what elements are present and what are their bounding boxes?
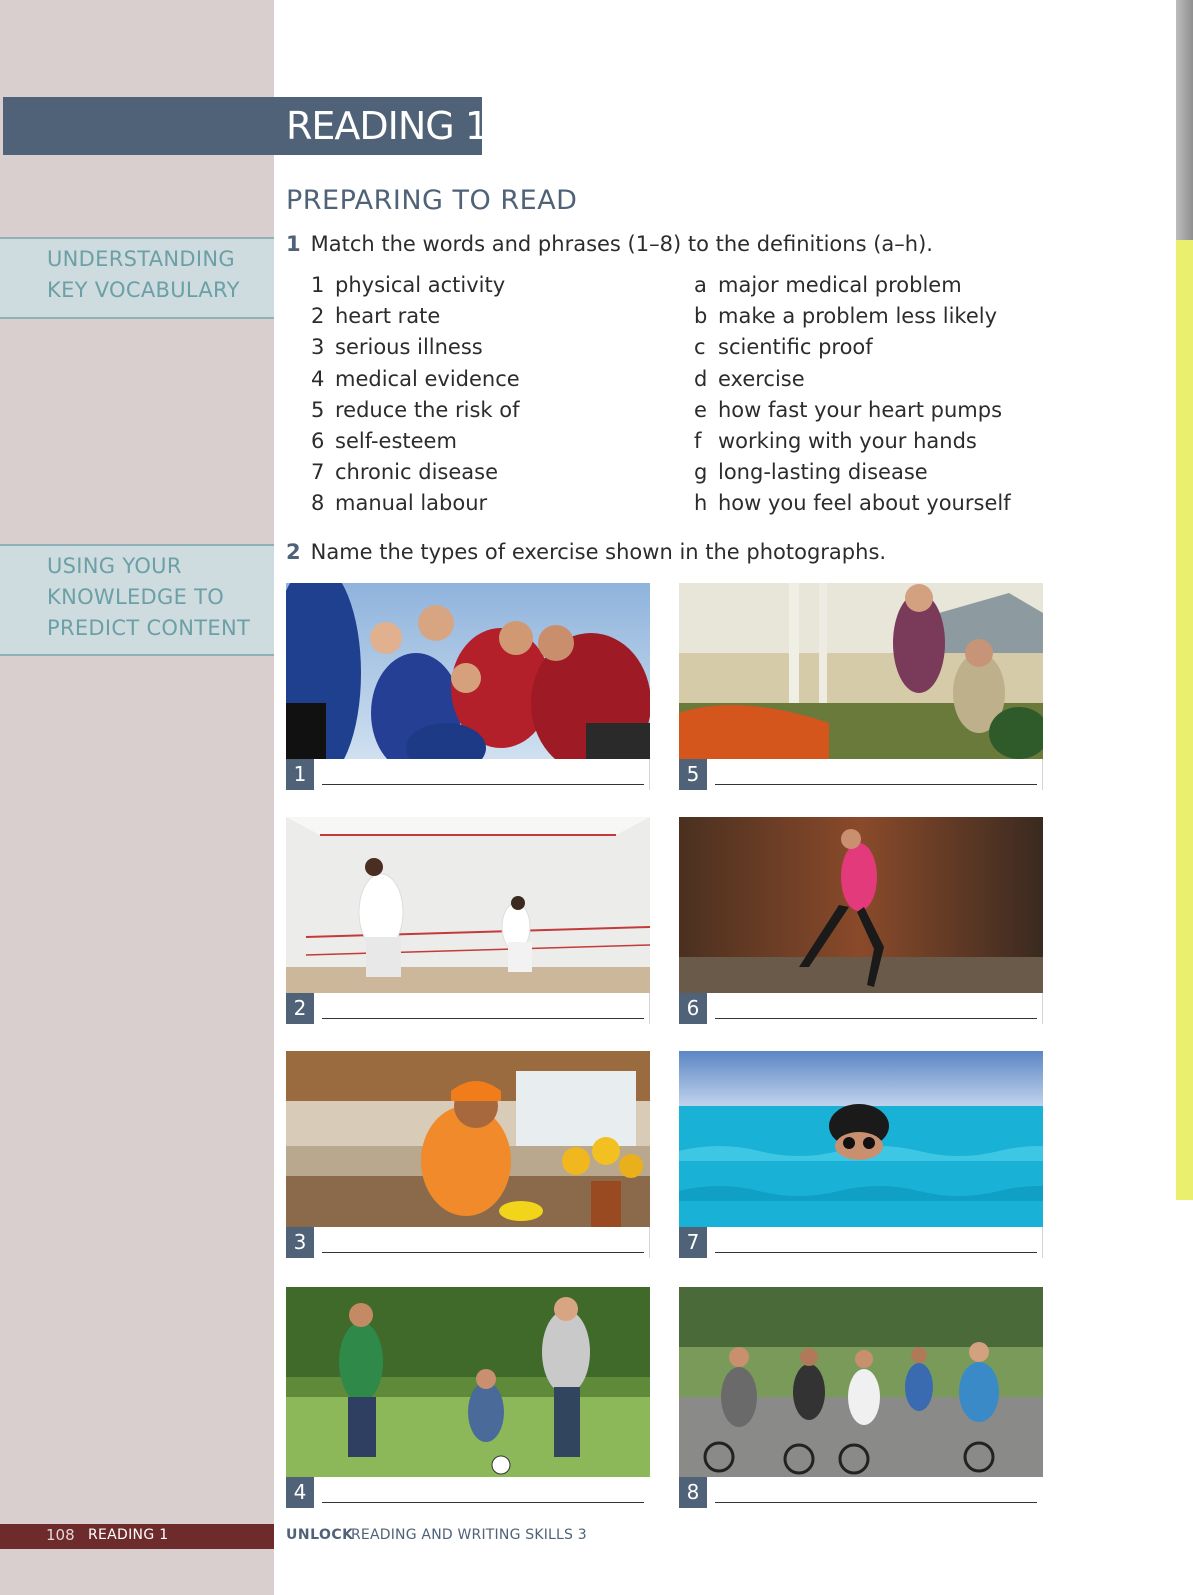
instruction-text: Name the types of exercise shown in the photographs. (310, 540, 887, 564)
answer-line[interactable] (322, 1018, 644, 1019)
answer-line[interactable] (715, 784, 1037, 785)
photo-number: 1 (286, 759, 314, 790)
item-text: manual labour (335, 491, 488, 516)
footer-course-title: READING AND WRITING SKILLS 3 (351, 1527, 587, 1543)
exercise-2-instruction (286, 540, 886, 564)
item-key: c (694, 335, 706, 360)
item-key: 4 (311, 366, 325, 391)
item-key: f (694, 429, 702, 454)
page-edge-tab-gray (1176, 0, 1193, 240)
list-item (694, 457, 1011, 488)
running-photo (679, 817, 1043, 993)
list-item (311, 457, 520, 488)
word-list (311, 270, 520, 520)
sidebar-label-line: KEY VOCABULARY (47, 278, 240, 302)
sidebar-box-predict-content (0, 544, 274, 656)
sidebar-label-line: KNOWLEDGE TO (47, 585, 225, 609)
rugby-photo (286, 583, 650, 759)
photo-card (286, 1287, 650, 1504)
item-text: make a problem less likely (718, 304, 998, 329)
item-text: serious illness (335, 335, 483, 360)
list-item (694, 332, 1011, 363)
item-key: a (694, 273, 707, 297)
item-key: 2 (311, 304, 325, 329)
item-key: b (694, 304, 708, 329)
item-key: 3 (311, 335, 325, 360)
sidebar-label-line: UNDERSTANDING (47, 247, 235, 271)
answer-line[interactable] (322, 1252, 644, 1253)
photo-card (679, 817, 1043, 1024)
list-item (694, 488, 1011, 519)
item-text: how you feel about yourself (718, 491, 1011, 516)
item-text: major medical problem (718, 273, 962, 297)
photo-card (286, 583, 650, 790)
item-text: physical activity (335, 273, 506, 297)
item-text: scientific proof (718, 335, 873, 360)
photo-card (286, 1051, 650, 1258)
photo-card (679, 1287, 1043, 1504)
card-edge (649, 759, 650, 790)
item-text: long-lasting disease (718, 460, 928, 485)
exercise-number: 1 (286, 232, 301, 256)
answer-line[interactable] (715, 1252, 1037, 1253)
list-item (694, 270, 1011, 301)
answer-line[interactable] (715, 1502, 1037, 1503)
item-key: 8 (311, 491, 325, 516)
item-key: 1 (311, 273, 325, 297)
item-text: self-esteem (335, 429, 457, 454)
card-edge (1042, 993, 1043, 1024)
card-edge (1042, 759, 1043, 790)
exercise-number: 2 (286, 540, 301, 564)
photo-number: 5 (679, 759, 707, 790)
photo-number: 7 (679, 1227, 707, 1258)
answer-line[interactable] (322, 784, 644, 785)
photo-number: 2 (286, 993, 314, 1024)
cleaning-photo (286, 1051, 650, 1227)
list-item (311, 301, 520, 332)
list-item (311, 332, 520, 363)
item-key: e (694, 397, 707, 422)
list-item (694, 395, 1011, 426)
footer-brand-logo: UNLOCK (286, 1527, 354, 1543)
card-edge (649, 993, 650, 1024)
item-text: reduce the risk of (335, 397, 520, 422)
item-text: heart rate (335, 304, 441, 329)
exercise-1-instruction (286, 232, 933, 256)
list-item (311, 488, 520, 519)
page-title: READING 1 (286, 104, 489, 148)
list-item (694, 301, 1011, 332)
cycling-photo (679, 1287, 1043, 1477)
item-key: h (694, 491, 708, 516)
item-text: medical evidence (335, 366, 520, 391)
card-edge (649, 1227, 650, 1258)
photo-number: 6 (679, 993, 707, 1024)
football-photo (286, 1287, 650, 1477)
item-text: exercise (718, 366, 805, 391)
gardening-photo (679, 583, 1043, 759)
item-text: chronic disease (335, 460, 498, 485)
item-text: working with your hands (718, 429, 977, 454)
item-key: g (694, 460, 708, 485)
item-text: how fast your heart pumps (718, 397, 1003, 422)
list-item (311, 426, 520, 457)
sidebar-label-line: PREDICT CONTENT (47, 616, 251, 640)
instruction-text: Match the words and phrases (1–8) to the definitions (a–h). (310, 232, 933, 256)
item-key: 5 (311, 397, 325, 422)
list-item (694, 364, 1011, 395)
photo-number: 4 (286, 1477, 314, 1508)
list-item (311, 395, 520, 426)
item-key: d (694, 366, 708, 391)
photo-card (286, 817, 650, 1024)
photo-card (679, 1051, 1043, 1258)
card-edge (1042, 1227, 1043, 1258)
footer-page-number: 108 (46, 1526, 75, 1544)
answer-line[interactable] (322, 1502, 644, 1503)
photo-number: 8 (679, 1477, 707, 1508)
swimming-photo (679, 1051, 1043, 1227)
definition-list (694, 270, 1011, 520)
page-edge-tab-yellow (1176, 240, 1193, 1200)
list-item (311, 270, 520, 301)
photo-number: 3 (286, 1227, 314, 1258)
list-item (311, 364, 520, 395)
item-key: 6 (311, 429, 325, 454)
squash-photo (286, 817, 650, 993)
list-item (694, 426, 1011, 457)
sidebar-label-line: USING YOUR (47, 554, 182, 578)
photo-card (679, 583, 1043, 790)
section-heading: PREPARING TO READ (286, 185, 578, 216)
footer-section-name: READING 1 (88, 1527, 169, 1543)
answer-line[interactable] (715, 1018, 1037, 1019)
item-key: 7 (311, 460, 325, 485)
sidebar-box-understanding-vocabulary (0, 237, 274, 319)
